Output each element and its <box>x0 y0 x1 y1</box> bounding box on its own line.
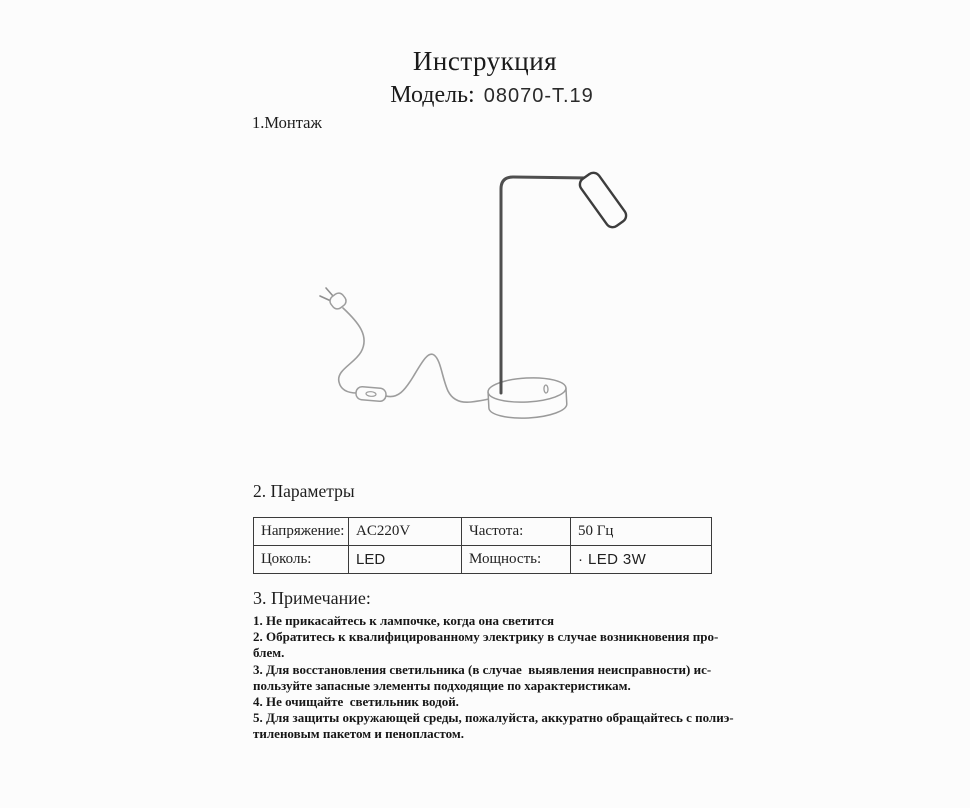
notes-list <box>253 613 734 743</box>
lamp-pole-arm <box>501 177 589 393</box>
model-label: Модель: <box>390 82 475 108</box>
inline-switch <box>355 386 386 402</box>
power-plug-icon <box>320 288 348 311</box>
model-line <box>0 82 970 109</box>
table-row <box>254 546 712 574</box>
note-line: 1. Не прикасайтесь к лампочке, когда она светится <box>253 613 554 628</box>
note-line: 5. Для защиты окружающей среды, пожалуйста, аккуратно обращайтесь с полиэ- <box>253 710 734 726</box>
note-line: тиленовым пакетом и пенопластом. <box>253 726 464 742</box>
section-heading-params: 2. Параметры <box>253 481 355 501</box>
plug-prong <box>326 288 333 296</box>
section-heading-notes: 3. Примечание: <box>253 588 371 608</box>
lamp-base <box>487 376 567 420</box>
note-line: 2. Обратитесь к квалифицированному электрику в случае возникновения про- <box>253 629 719 645</box>
table-row <box>254 518 712 546</box>
param-label-voltage: Напряжение: <box>254 518 349 546</box>
param-label-power: Мощность: <box>462 546 571 574</box>
lamp-head <box>577 170 629 230</box>
param-value-voltage: AC220V <box>349 518 462 546</box>
param-label-frequency: Частота: <box>462 518 571 546</box>
lamp-assembly-figure <box>290 140 690 480</box>
note-line: блем. <box>253 645 285 661</box>
page-title: Инструкция <box>412 46 558 76</box>
section-heading-montage: 1.Монтаж <box>252 113 322 132</box>
note-line: 3. Для восстановления светильника (в случае выявления неисправности) ис- <box>253 661 712 677</box>
param-label-socket: Цоколь: <box>254 546 349 574</box>
param-value-socket: LED <box>349 546 462 574</box>
note-line: 4. Не очищайте светильник водой. <box>253 694 459 710</box>
note-line: пользуйте запасные элементы подходящие по характеристикам. <box>253 677 631 693</box>
parameters-table <box>253 517 712 574</box>
param-value-frequency: 50 Гц <box>571 518 712 546</box>
model-number: 08070-T.19 <box>483 85 594 107</box>
param-value-power: · LED 3W <box>571 546 712 574</box>
